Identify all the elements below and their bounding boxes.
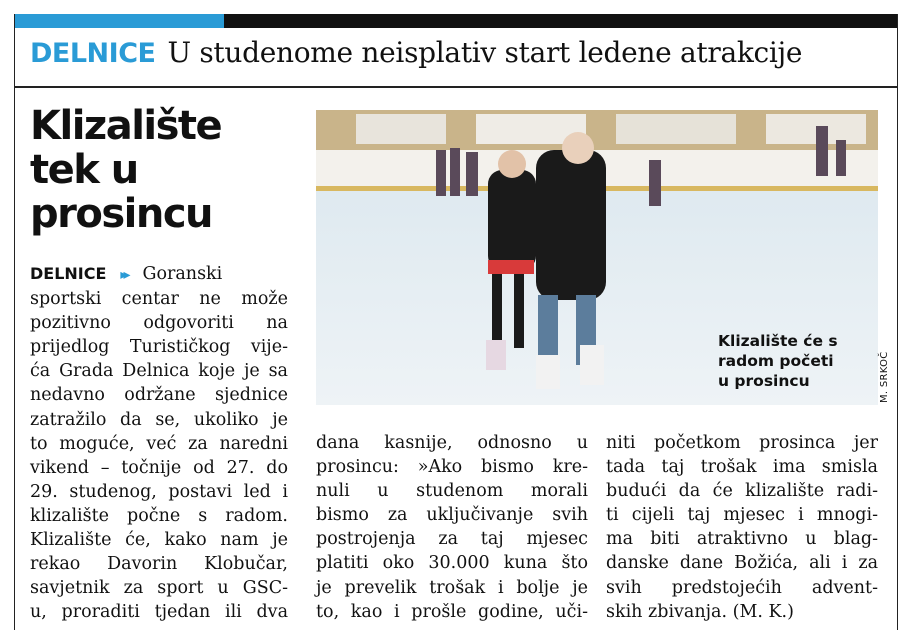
body-line: nedavno održane sjednice [30,385,288,406]
dateline: DELNICE [30,264,107,283]
headline [30,36,802,76]
body-line: Goranski [142,264,223,284]
body-line: nuli u studenom morali [316,481,588,502]
body-line: dana kasnije, odnosno u [316,433,588,453]
header-rule [14,86,897,88]
body-line: budući da će klizalište radi- [606,481,878,502]
article-column-3 [606,431,878,624]
body-line: to moguće, već za naredni [30,433,288,454]
caption-line: u prosincu [718,372,810,390]
double-chevron-right-icon: ▸▸ [120,267,127,283]
article-column-1 [30,262,288,624]
body-line: savjetnik za sport u GSC- [30,578,288,599]
body-line: skih zbivanja. (M. K.) [606,601,794,622]
body-line: platiti oko 30.000 kuna što [316,553,588,574]
body-line: ća Grada Delnica koje je sa [30,361,288,382]
body-line: tada taj trošak ima smisla [606,457,878,478]
body-line: 29. studenog, postavi led i [30,481,288,502]
article-title-line: prosincu [30,191,213,237]
caption-line: Klizalište će s [718,332,838,350]
body-line: prijedlog Turističkog vije- [30,337,288,358]
body-line: zatražilo da se, ukoliko je [30,409,288,430]
headline-kicker: DELNICE [30,38,156,69]
article-title-line: tek u [30,147,138,193]
caption-line: radom početi [718,352,834,370]
body-line: sportski centar ne može [30,289,288,310]
photo-caption [718,331,868,391]
article-title-line: Klizalište [30,103,222,149]
headline-deck: U studenome neisplativ start ledene atrakcije [167,36,803,69]
body-line: postrojenja za taj mjesec [316,529,588,550]
body-line-lead [30,262,288,287]
body-line: rekao Davorin Klobučar, [30,554,288,575]
body-line: pozitivno odgovoriti na [30,313,288,334]
body-line: danske dane Božića, ali i za [606,553,878,574]
body-line: bismo za uključivanje svih [316,505,588,526]
body-line: niti početkom prosinca jer [606,433,878,453]
body-line: ma biti atraktivno u blag- [606,529,878,550]
body-line: prosincu: »Ako bismo kre- [316,457,588,478]
body-line: svih predstojećih advent- [606,577,878,598]
article-column-2 [316,431,588,624]
body-line: Klizalište će, kako nam je [30,530,288,551]
photo-credit: M. SRKOČ [879,351,890,403]
body-line: vikend – točnije od 27. do [30,457,288,478]
body-line: u, proraditi tjedan ili dva [30,602,288,623]
body-line: to, kao i prošle godine, uči- [316,601,588,622]
article-title [30,104,300,236]
body-line: klizalište počne s radom. [30,505,288,526]
body-line: je prevelik trošak i bolje je [316,577,588,598]
body-line: ti cijeli taj mjesec i mnogi- [606,505,878,526]
